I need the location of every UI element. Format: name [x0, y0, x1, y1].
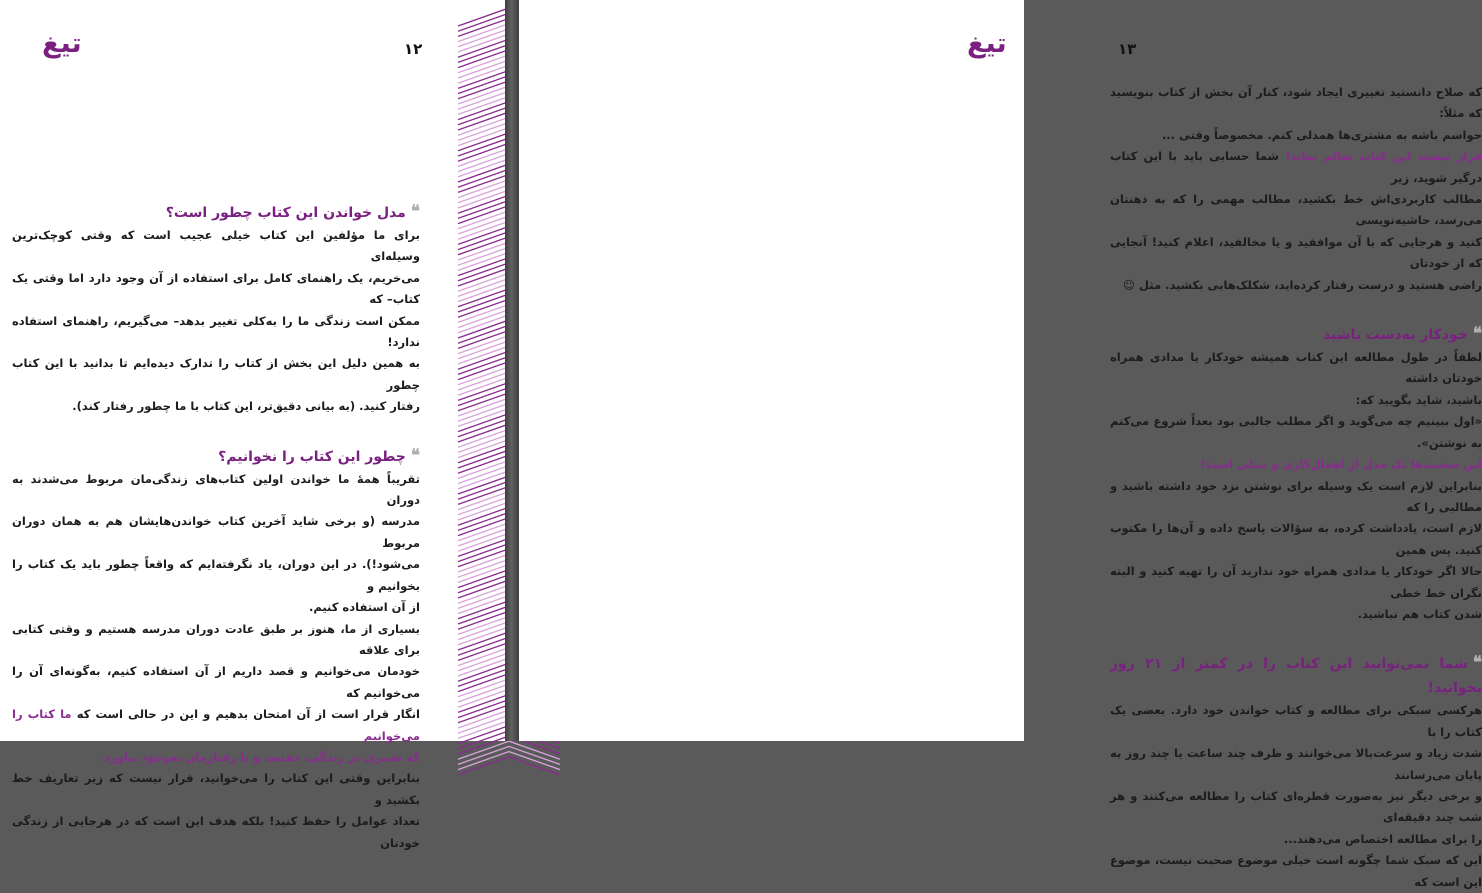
text-line: از آن استفاده کنیم.: [308, 600, 420, 615]
text-line: ممکن است زندگی ما را به‌کلی تغییر بدهد– می‌گیریم، راهنمای استفاده ندارد!: [12, 313, 420, 350]
highlight-text: این صحبت‌ها یک مدل از اهمال‌کاری و تنبلی است!: [1200, 457, 1482, 472]
text-line: بنابراین لازم است یک وسیله برای نوشتن نزد خود داشته باشید و مطالبی را که: [1110, 478, 1482, 514]
text-line: هرکسی سبکی برای مطالعه و کتاب خواندن خود دارد. بعضی یک کتاب را با: [1110, 703, 1482, 739]
text-line: که صلاح دانستید تغییری ایجاد شود، کنار آن بخش از کتاب بنویسید که مثلاً:: [1110, 85, 1482, 121]
text-line: حواسم باشه به مشتری‌ها همدلی کنم. مخصوصاً وقتی ...: [1161, 127, 1482, 142]
book-logo: تیغ: [967, 28, 1007, 59]
section-heading: ❝خودکار به‌دست باشید: [1322, 324, 1482, 345]
highlight-text: قرار نیست این کتاب سالم بماند!: [1285, 149, 1482, 164]
section-heading: ❝چطور این کتاب را نخوانیم؟: [218, 445, 420, 466]
text-line: خودمان می‌خوانیم و قصد داریم از آن استفاده کنیم، به‌گونه‌ای آن را می‌خوانیم که: [12, 664, 420, 700]
text-line: مطالب کاربردی‌اش خط بکشید، مطالب مهمی را که به ذهنتان می‌رسد، حاشیه‌نویسی: [1110, 192, 1482, 228]
text-line: به همین دلیل این بخش از کتاب را تدارک دیده‌ایم تا بدانید با این کتاب چطور: [12, 356, 420, 392]
text-line: قرار نیست این کتاب سالم بماند! شما حسابی باید با این کتاب درگیر شوید، زیر: [1110, 149, 1482, 185]
text-line: و برخی دیگر نیز به‌صورت قطره‌ای کتاب را مطالعه می‌کنند و هر شب چند دقیقه‌ای: [1110, 788, 1482, 825]
text-line: باشید، شاید بگویید که:: [1355, 392, 1482, 407]
book-logo: تیغ: [42, 28, 82, 59]
text-line: لازم است، یادداشت کرده، به سؤالات پاسخ داده و آن‌ها را مکتوب کنید. پس همین: [1110, 521, 1482, 557]
text-line: بنابراین وقتی این کتاب را می‌خوانید، قرار نیست که زیر تعاریف خط بکشید و: [12, 771, 420, 807]
quote-icon: ❝: [1472, 324, 1482, 345]
text-line: حالا اگر خودکار یا مدادی همراه خود ندارید آن را تهیه کنید و البته نگران خط خطی: [1110, 564, 1482, 600]
text-line: بسیاری از ما، هنوز بر طبق عادت دوران مدرسه هستیم و وقتی کتابی برای علاقه: [12, 621, 420, 657]
page-number: ۱۲: [404, 40, 423, 58]
highlight-text: ما کتاب را می‌خوانیم: [12, 707, 420, 743]
left-page: [0, 0, 505, 850]
highlight-text: که تغییری در زندگی، ذهنیت و یا رفتارمان به‌وجود بیاورد.: [100, 749, 420, 764]
text-line: کنید و هرجایی که با آن موافقید و یا مخالفید، اعلام کنید! آنجایی که از خودتان: [1110, 234, 1482, 271]
right-body-text: [1110, 82, 1482, 893]
quote-icon: ❝: [410, 202, 420, 222]
section-heading: ❝شما نمی‌توانید این کتاب را در کمتر از ۲۱ روز بخوانید!: [1110, 653, 1482, 697]
section-heading: ❝مدل خواندن این کتاب چطور است؟: [165, 202, 420, 222]
book-gutter: [505, 0, 519, 741]
text-line: انگار قرار است از آن امتحان بدهیم و این در حالی است که ما کتاب را می‌خوانیم: [12, 707, 420, 743]
text-line: تعداد عوامل را حفظ کنید! بلکه هدف این است که در هرجایی از زندگی خودتان: [12, 814, 420, 850]
text-line: رفتار کنید. (به بیانی دقیق‌تر، این کتاب با ما چطور رفتار کند).: [72, 399, 420, 414]
right-page: [519, 0, 1482, 889]
page-number: ۱۳: [1118, 40, 1137, 58]
text-line: تقریباً همهٔ ما خواندن اولین کتاب‌های زندگی‌مان مربوط می‌شدند به دوران: [12, 471, 420, 508]
quote-icon: ❝: [1472, 653, 1482, 674]
text-line: می‌خریم، یک راهنمای کامل برای استفاده از آن وجود دارد اما وقتی یک کتاب– که: [12, 270, 420, 307]
text-line: شدت زیاد و سرعت‌بالا می‌خوانند و ظرف چند ساعت یا چند روز به پایان می‌رسانند: [1110, 746, 1482, 782]
text-line: لطفاً در طول مطالعه این کتاب همیشه خودکار یا مدادی همراه خودتان داشته: [1110, 350, 1482, 386]
quote-icon: ❝: [410, 445, 420, 466]
text-line: «اول ببینیم چه می‌گوید و اگر مطلب جالبی بود بعداً شروع می‌کنم به نوشتن».: [1110, 414, 1482, 450]
text-line: را برای مطالعه اختصاص می‌دهند...: [1283, 831, 1482, 846]
text-line: مدرسه (و برخی شاید آخرین کتاب خواندن‌هایشان هم به همان دوران مربوط: [12, 514, 420, 550]
text-line: راضی هستید و درست رفتار کرده‌اید، شکلک‌هایی بکشید. مثل ☺: [1123, 277, 1482, 292]
left-body-text: [12, 200, 420, 854]
text-line: شدن کتاب هم نباشید.: [1357, 606, 1482, 621]
text-line: این که سبک شما چگونه است خیلی موضوع صحبت نیست، موضوع این است که: [1110, 853, 1482, 889]
text-line: برای ما مؤلفین این کتاب خیلی عجیب است که وقتی کوچک‌ترین وسیله‌ای: [12, 228, 420, 264]
text-line: می‌شود!). در این دوران، یاد نگرفته‌ایم که واقعاً چطور باید یک کتاب را بخوانیم و: [12, 557, 420, 593]
